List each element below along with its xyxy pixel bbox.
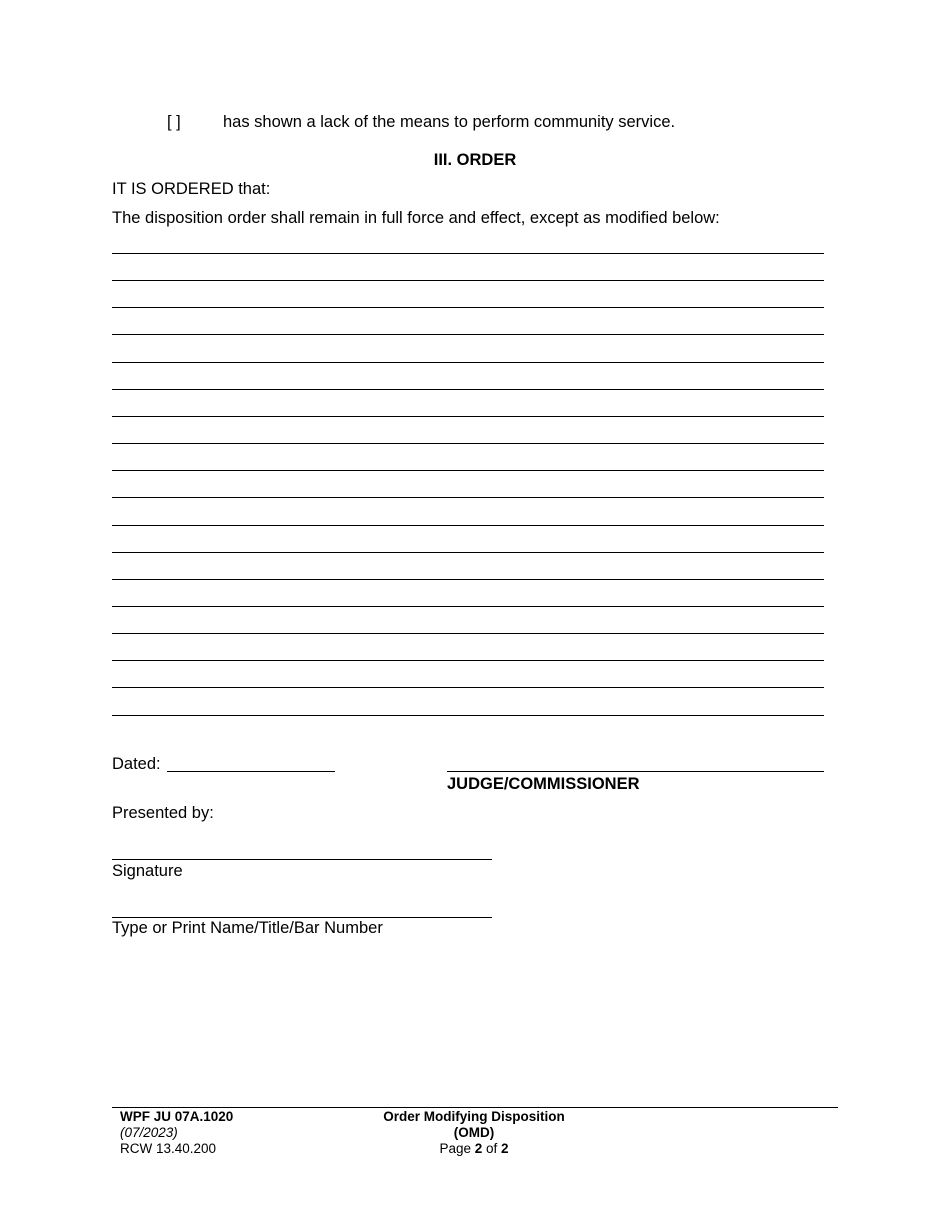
dated-label: Dated: — [112, 755, 161, 773]
footer-title: Order Modifying Disposition — [383, 1109, 565, 1124]
signature-label: Signature — [112, 862, 183, 880]
blank-line[interactable] — [112, 633, 824, 634]
presented-by-label: Presented by: — [112, 804, 214, 822]
judge-label: JUDGE/COMMISSIONER — [447, 775, 640, 793]
name-title-bar-label: Type or Print Name/Title/Bar Number — [112, 919, 383, 937]
footer-abbrev: (OMD) — [453, 1125, 495, 1140]
order-statement: The disposition order shall remain in full force and effect, except as modified below: — [112, 209, 720, 227]
blank-line[interactable] — [112, 497, 824, 498]
page-prefix: Page — [439, 1141, 471, 1156]
blank-line[interactable] — [112, 660, 824, 661]
page-current: 2 — [474, 1141, 483, 1156]
footer-page-number — [374, 1141, 574, 1157]
footer-rule — [112, 1107, 838, 1108]
footer-revision: (07/2023) — [120, 1125, 178, 1140]
blank-line[interactable] — [112, 362, 824, 363]
finding-text: has shown a lack of the means to perform community service. — [223, 113, 676, 131]
checkbox[interactable]: [ ] — [167, 113, 181, 131]
page-total: 2 — [501, 1141, 509, 1156]
dated-field-line[interactable] — [167, 771, 335, 772]
blank-line[interactable] — [112, 525, 824, 526]
blank-line[interactable] — [112, 606, 824, 607]
page-of: of — [486, 1141, 498, 1156]
blank-line[interactable] — [112, 253, 824, 254]
blank-line[interactable] — [112, 443, 824, 444]
blank-line[interactable] — [112, 715, 824, 716]
signature-line[interactable] — [112, 859, 492, 860]
blank-line[interactable] — [112, 470, 824, 471]
blank-line[interactable] — [112, 334, 824, 335]
blank-line[interactable] — [112, 280, 824, 281]
blank-line[interactable] — [112, 579, 824, 580]
blank-line[interactable] — [112, 416, 824, 417]
blank-line[interactable] — [112, 552, 824, 553]
order-intro: IT IS ORDERED that: — [112, 180, 271, 198]
blank-line[interactable] — [112, 307, 824, 308]
blank-line[interactable] — [112, 389, 824, 390]
blank-line[interactable] — [112, 687, 824, 688]
footer-rcw: RCW 13.40.200 — [120, 1141, 217, 1156]
order-heading: III. ORDER — [433, 151, 517, 169]
footer-form-id: WPF JU 07A.1020 — [120, 1109, 234, 1124]
judge-signature-line[interactable] — [447, 771, 824, 772]
